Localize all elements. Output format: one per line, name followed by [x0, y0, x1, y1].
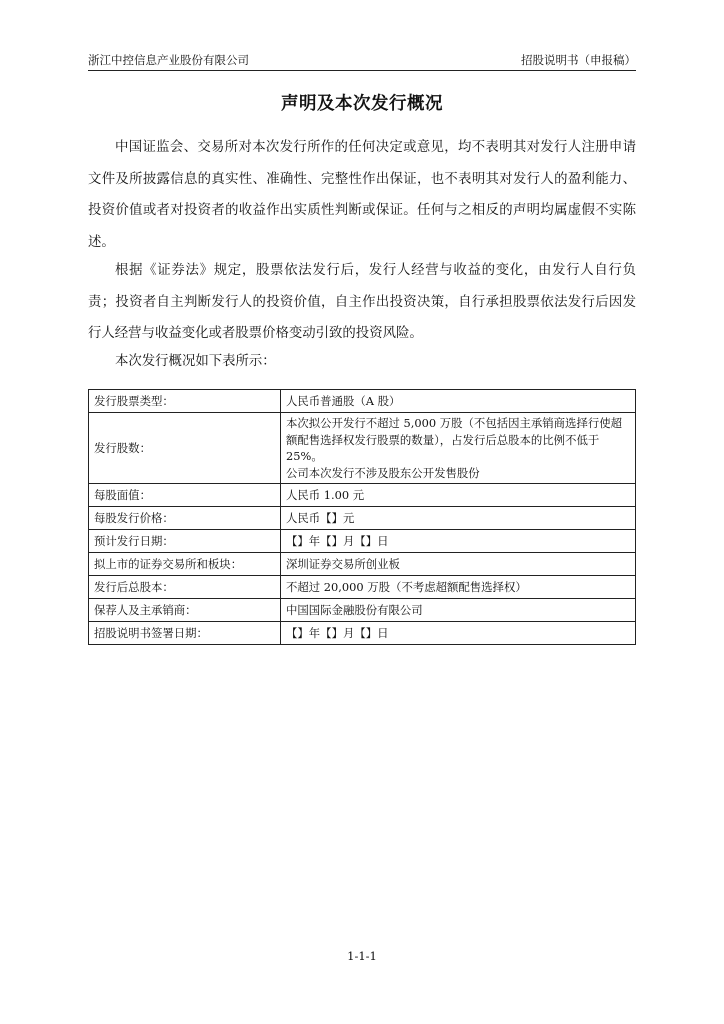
page-title: 声明及本次发行概况 [281, 94, 443, 114]
row-value [281, 413, 636, 484]
table-intro-paragraph: 本次发行概况如下表所示： [115, 354, 276, 369]
investment-risk-paragraph: 根据《证券法》规定，股票依法发行后，发行人经营与收益的变化，由发行人自行负责；投资者自主判断发行人的投资价值，自主作出投资决策，自行承担股票依法发行后因发行人经营与收益变化或者股票价格变动引致的投资风险。 [88, 263, 636, 341]
row-label: 每股面值： [89, 484, 281, 507]
share-sale-note: 公司本次发行不涉及股东公开发售股份 [286, 465, 480, 480]
row-value: 中国国际金融股份有限公司 [281, 599, 636, 622]
table-row [89, 530, 636, 553]
row-label: 招股说明书签署日期： [89, 622, 281, 645]
regulatory-disclaimer-paragraph: 中国证监会、交易所对本次发行所作的任何决定或意见，均不表明其对发行人注册申请文件及所披露信息的真实性、准确性、完整性作出保证，也不表明其对发行人的盈利能力、投资价值或者对投资者的收益作出实质性判断或保证。任何与之相反的声明均属虚假不实陈述。 [88, 140, 636, 250]
row-label: 预计发行日期： [89, 530, 281, 553]
row-label: 拟上市的证券交易所和板块： [89, 553, 281, 576]
row-value: 人民币【】元 [281, 507, 636, 530]
row-label: 发行后总股本： [89, 576, 281, 599]
row-value: 不超过 20,000 万股（不考虑超额配售选择权） [281, 576, 636, 599]
row-label: 发行股数： [89, 413, 281, 484]
table-row [89, 553, 636, 576]
offering-overview-table [88, 389, 636, 645]
row-value: 人民币普通股（A 股） [281, 390, 636, 413]
row-label: 保荐人及主承销商： [89, 599, 281, 622]
row-value: 人民币 1.00 元 [281, 484, 636, 507]
row-label: 每股发行价格： [89, 507, 281, 530]
row-value: 深圳证券交易所创业板 [281, 553, 636, 576]
document-type: 招股说明书（申报稿） [521, 53, 636, 67]
row-label: 发行股票类型： [89, 390, 281, 413]
table-row [89, 622, 636, 645]
table-row [89, 413, 636, 484]
row-value: 【】年【】月【】日 [281, 622, 636, 645]
share-count-description: 本次拟公开发行不超过 5,000 万股（不包括因主承销商选择行使超额配售选择权发行股票的数量），占发行后总股本的比例不低于 25%。 [286, 416, 623, 463]
company-name: 浙江中控信息产业股份有限公司 [88, 53, 249, 67]
table-row [89, 576, 636, 599]
page-header [88, 50, 636, 71]
row-value: 【】年【】月【】日 [281, 530, 636, 553]
table-row [89, 390, 636, 413]
page-number: 1-1-1 [347, 949, 377, 963]
table-row [89, 484, 636, 507]
table-row [89, 507, 636, 530]
table-row [89, 599, 636, 622]
